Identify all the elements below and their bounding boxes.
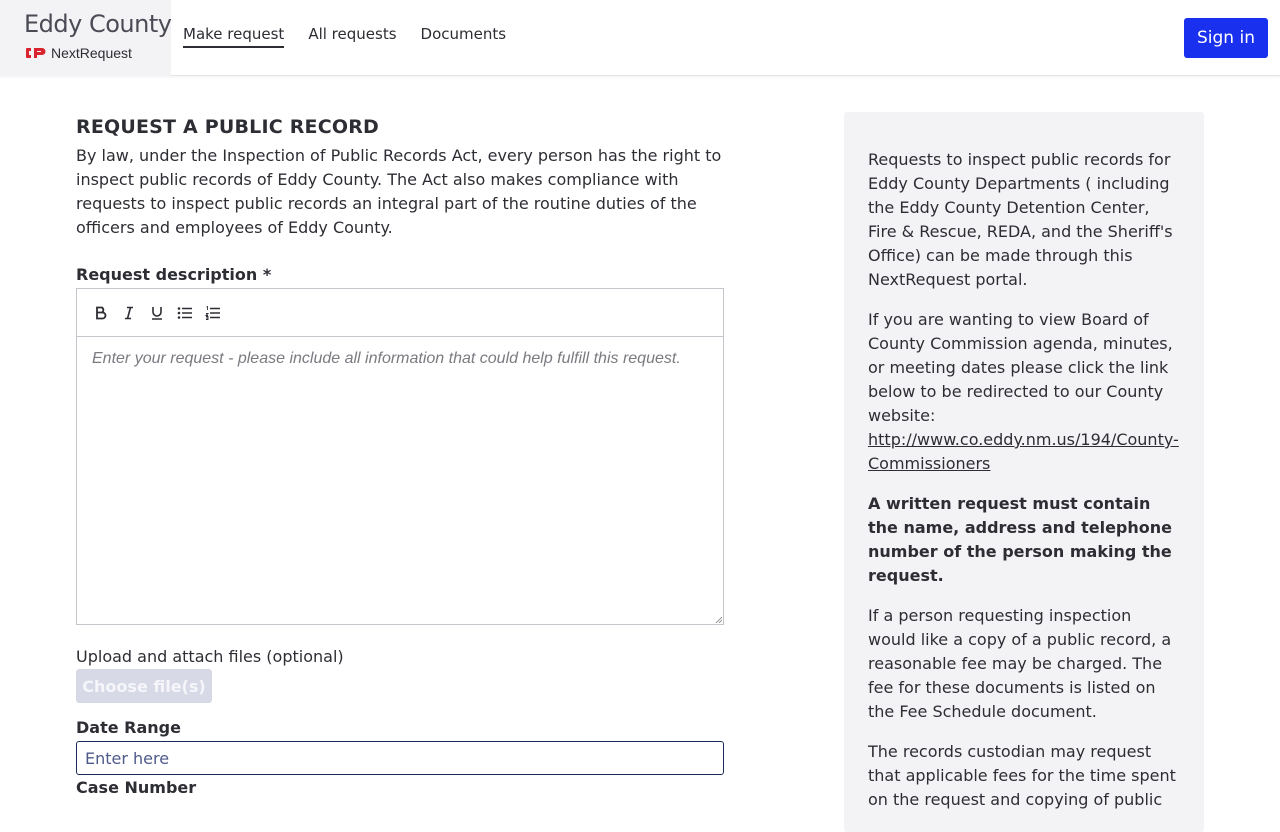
italic-icon[interactable] (119, 303, 139, 323)
nav-make-request[interactable]: Make request (183, 25, 284, 48)
nextrequest-logo-icon (25, 47, 46, 59)
request-description-input[interactable]: Enter your request - please include all information that could help fulfill this request. (92, 350, 681, 367)
brand-title: Eddy County (24, 10, 172, 38)
brand-subtitle (25, 45, 132, 61)
date-range-input[interactable] (76, 741, 724, 775)
upload-label: Upload and attach files (optional) (76, 647, 344, 666)
top-header (0, 0, 1280, 76)
numbered-list-icon[interactable] (203, 303, 223, 323)
underline-icon[interactable] (147, 303, 167, 323)
bullet-list-icon[interactable] (175, 303, 195, 323)
editor-toolbar (77, 289, 723, 337)
sidebar-paragraph: Requests to inspect public records for Eddy County Departments ( including the Eddy County Detention Center, Fire & Rescue, REDA, and the Sheriff's Office) can be made through this NextRequest portal. (868, 150, 1173, 289)
page-title: REQUEST A PUBLIC RECORD (76, 116, 380, 138)
sidebar-requirements: A written request must contain the name, address and telephone number of the person making the request. (868, 494, 1173, 585)
nav-all-requests[interactable]: All requests (308, 25, 397, 43)
sign-in-button[interactable]: Sign in (1184, 18, 1268, 58)
sidebar-fee-paragraph: If a person requesting inspection would like a copy of a public record, a reasonable fee may be charged. The fee for these documents is listed on the Fee Schedule document. (868, 606, 1172, 721)
bold-icon[interactable] (91, 303, 111, 323)
nav-documents[interactable]: Documents (420, 25, 507, 43)
county-commissioners-link[interactable]: http://www.co.eddy.nm.us/194/County-Commissioners (868, 430, 1179, 473)
brand-block[interactable] (0, 0, 171, 76)
sidebar-paragraph-commission (868, 308, 1180, 476)
intro-text: By law, under the Inspection of Public Records Act, every person has the right to inspect public records of Eddy County. The Act also makes compliance with requests to inspect public records an integral part of the routine duties of the officers and employees of Eddy County. (76, 146, 722, 237)
resize-handle-icon[interactable] (714, 615, 722, 623)
request-description-editor (76, 288, 724, 625)
choose-files-button[interactable]: Choose file(s) (76, 669, 212, 703)
sidebar-commission-text: If you are wanting to view Board of County Commission agenda, minutes, or meeting dates please click the link below to be redirected to our County website: (868, 310, 1173, 425)
sidebar-custodian-paragraph: The records custodian may request that applicable fees for the time spent on the request and copying of public (868, 742, 1176, 809)
request-description-label: Request description * (76, 265, 272, 284)
request-form (76, 112, 724, 797)
brand-subtitle-text: NextRequest (51, 45, 132, 61)
case-number-label: Case Number (76, 778, 197, 797)
main-nav (183, 25, 506, 48)
info-sidebar (844, 112, 1204, 832)
date-range-label: Date Range (76, 718, 181, 737)
